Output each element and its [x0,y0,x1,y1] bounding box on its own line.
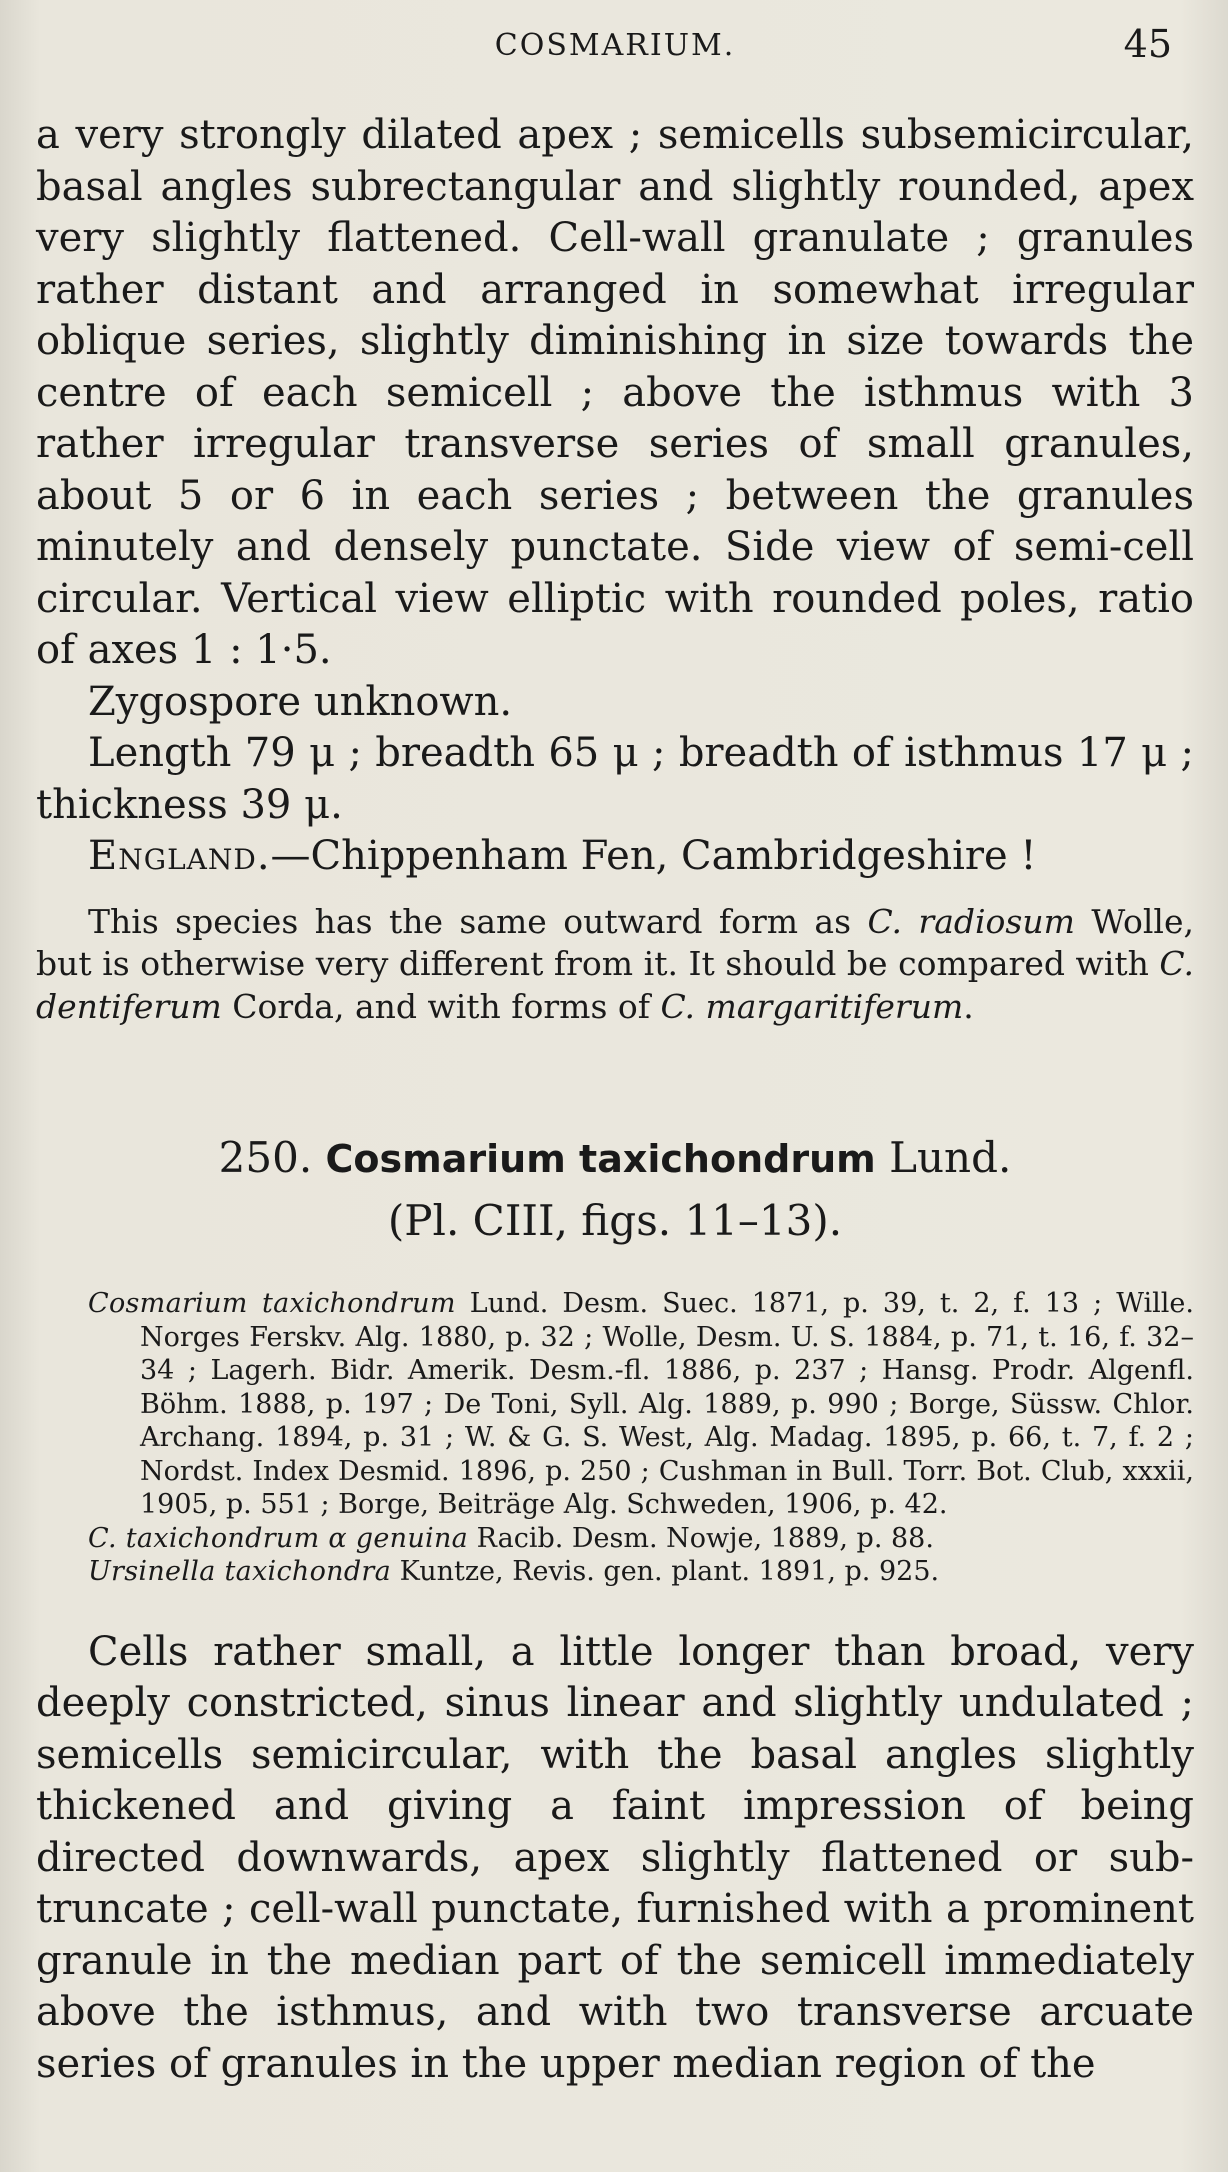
species-heading [36,1128,1194,1189]
locality-line [36,831,1194,883]
synonym-name: Cosmarium taxichondrum [88,1288,456,1319]
synonym-citation: Lund. Desm. Suec. 1871, p. 39, t. 2, f. 13 ; Wille. Norges Ferskv. Alg. 1880, p. 32 ; Wolle, Desm. U. S. 1884, p. 71, t. 16, f. 32–34 ; Lagerh. Bidr. Amerik. Desm.-fl. 1886, p. 237 ; Hansg. Prodr. Algenfl. Böhm. 1888, p. 197 ; De Toni, Syll. Alg. 1889, p. 990 ; Borge, Süssw. Chlor. Archang. 1894, p. 31 ; W. & G. S. West, Alg. Madag. 1895, p. 66, t. 7, f. 2 ; Nordst. Index Desmid. 1896, p. 250 ; Cushman in Bull. Torr. Bot. Club, xxxii, 1905, p. 551 ; Borge, Beiträge Alg. Schweden, 1906, p. 42. [140,1288,1194,1520]
note-species-name: C. radiosum [867,901,1075,941]
note-species-name: C. margaritiferum [660,986,964,1026]
species-author: Lund. [889,1133,1012,1182]
zygospore-line: Zygospore unknown. [88,678,513,725]
species-number: 250. [218,1133,313,1182]
continuation-paragraph: a very strongly dilated apex ; semicells subsemicircular, basal angles subrectangular and slightly rounded, apex very slightly flattened. Cell-wall granulate ; granules rather distant and arranged in somewhat irregular oblique series, slightly diminishing in size towards the centre of each semicell ; above the isthmus with 3 rather irregular transverse series of small granules, about 5 or 6 in each series ; between the granules minutely and densely punctate. Side view of semi-cell circular. Vertical view elliptic with rounded poles, ratio of axes 1 : 1·5. [36,112,1194,673]
synonymy-list [36,1287,1194,1589]
locality-label: England. [88,833,271,879]
synonym-entry [88,1522,1194,1556]
note-species-name: C. dentiferum [36,944,1194,1026]
running-title: COSMARIUM. [494,28,736,63]
species-name: Cosmarium taxichondrum [325,1137,876,1181]
measurements-line: Length 79 μ ; breadth 65 μ ; breadth of isthmus 17 μ ; thickness 39 μ. [36,730,1194,828]
synonym-entry [88,1555,1194,1589]
synonym-citation: Kuntze, Revis. gen. plant. 1891, p. 925. [391,1556,940,1587]
running-head [36,0,1194,110]
note-text: . [963,986,974,1026]
note-paragraph [36,901,1194,1029]
note-text: This species has the same outward form as [88,901,868,941]
page-number: 45 [1123,22,1172,66]
locality-text: —Chippenham Fen, Cambridgeshire ! [270,833,1037,879]
synonym-name: Ursinella taxichondra [88,1556,392,1587]
description-paragraph: Cells rather small, a little longer than broad, very deeply constricted, sinus linear and slightly undulated ; semicells semicircular, with the basal angles slightly thickened and giving a faint impression of being directed downwards, apex slightly flattened or sub-truncate ; cell-wall punctate, furnished with a prominent granule in the median part of the semicell immediately above the isthmus, and with two transverse arcuate series of granules in the upper median region of the [36,1628,1194,2087]
plate-reference: (Pl. CIII, figs. 11–13). [387,1196,843,1245]
synonym-citation: Racib. Desm. Nowje, 1889, p. 88. [468,1522,934,1554]
note-text: Wolle, but is otherwise very different from it. It should be compared with [36,901,1194,983]
note-text: Corda, and with forms of [221,986,661,1026]
synonym-entry [88,1287,1194,1522]
synonym-name: C. taxichondrum α genuina [88,1522,469,1554]
